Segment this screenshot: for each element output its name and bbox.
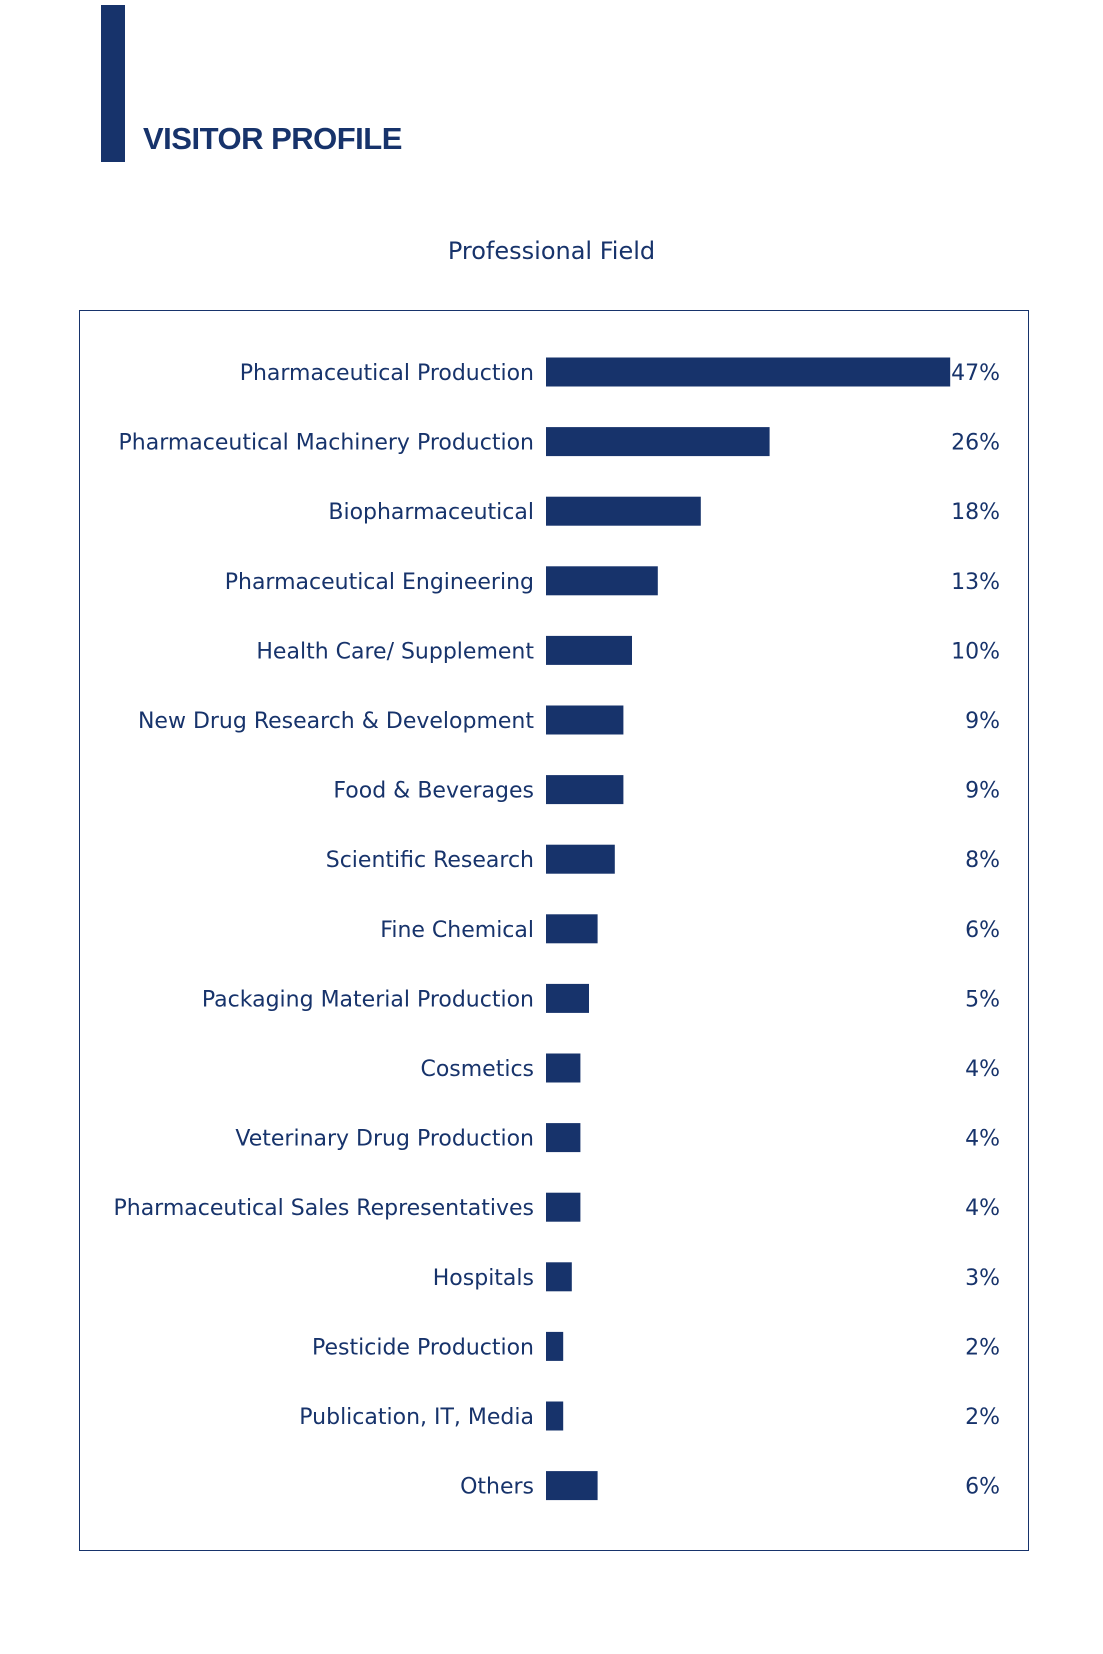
category-label: Biopharmaceutical (328, 500, 534, 526)
bar (546, 845, 615, 874)
category-label: Food & Beverages (333, 778, 534, 804)
value-label: 10% (951, 639, 1000, 665)
bar (546, 1402, 563, 1431)
bar (546, 775, 623, 804)
value-label: 4% (965, 1057, 1000, 1082)
category-label: Pesticide Production (312, 1335, 534, 1361)
value-label: 2% (965, 1405, 1000, 1430)
category-label: Publication, IT, Media (299, 1405, 534, 1430)
bar (546, 1262, 572, 1291)
value-label: 9% (965, 709, 1000, 734)
value-label: 18% (951, 500, 1000, 526)
category-label: New Drug Research & Development (137, 709, 534, 734)
value-label: 3% (965, 1265, 1000, 1291)
value-label: 26% (951, 430, 1000, 456)
chart-title: Professional Field (447, 237, 656, 265)
category-label: Pharmaceutical Production (239, 361, 534, 386)
bar (546, 427, 770, 456)
bar (546, 1193, 580, 1222)
value-label: 8% (965, 848, 1000, 874)
value-label: 9% (965, 778, 1000, 804)
bar (546, 914, 598, 943)
category-label: Veterinary Drug Production (235, 1126, 534, 1152)
bar (546, 497, 701, 526)
bar (546, 1332, 563, 1361)
bar (546, 984, 589, 1013)
value-label: 5% (965, 987, 1000, 1013)
value-label: 13% (951, 569, 1000, 595)
value-label: 4% (965, 1196, 1000, 1222)
category-label: Health Care/ Supplement (256, 639, 534, 665)
value-label: 2% (965, 1335, 1000, 1361)
bar (546, 566, 658, 595)
category-label: Scientific Research (325, 848, 534, 874)
bar (546, 636, 632, 665)
category-label: Cosmetics (420, 1057, 534, 1082)
category-label: Pharmaceutical Machinery Production (118, 430, 534, 456)
bar (546, 706, 623, 735)
value-label: 47% (951, 361, 1000, 386)
category-label: Pharmaceutical Sales Representatives (113, 1196, 534, 1222)
category-label: Fine Chemical (380, 917, 534, 943)
category-label: Packaging Material Production (201, 987, 534, 1013)
value-label: 6% (965, 917, 1000, 943)
category-label: Others (460, 1474, 534, 1500)
category-label: Hospitals (432, 1265, 534, 1291)
value-label: 6% (965, 1474, 1000, 1500)
bar (546, 1471, 598, 1500)
category-label: Pharmaceutical Engineering (224, 569, 534, 595)
bar (546, 1123, 580, 1152)
bar (546, 1054, 580, 1083)
bar (546, 358, 950, 387)
value-label: 4% (965, 1126, 1000, 1152)
page-title: VISITOR PROFILE (143, 121, 402, 156)
